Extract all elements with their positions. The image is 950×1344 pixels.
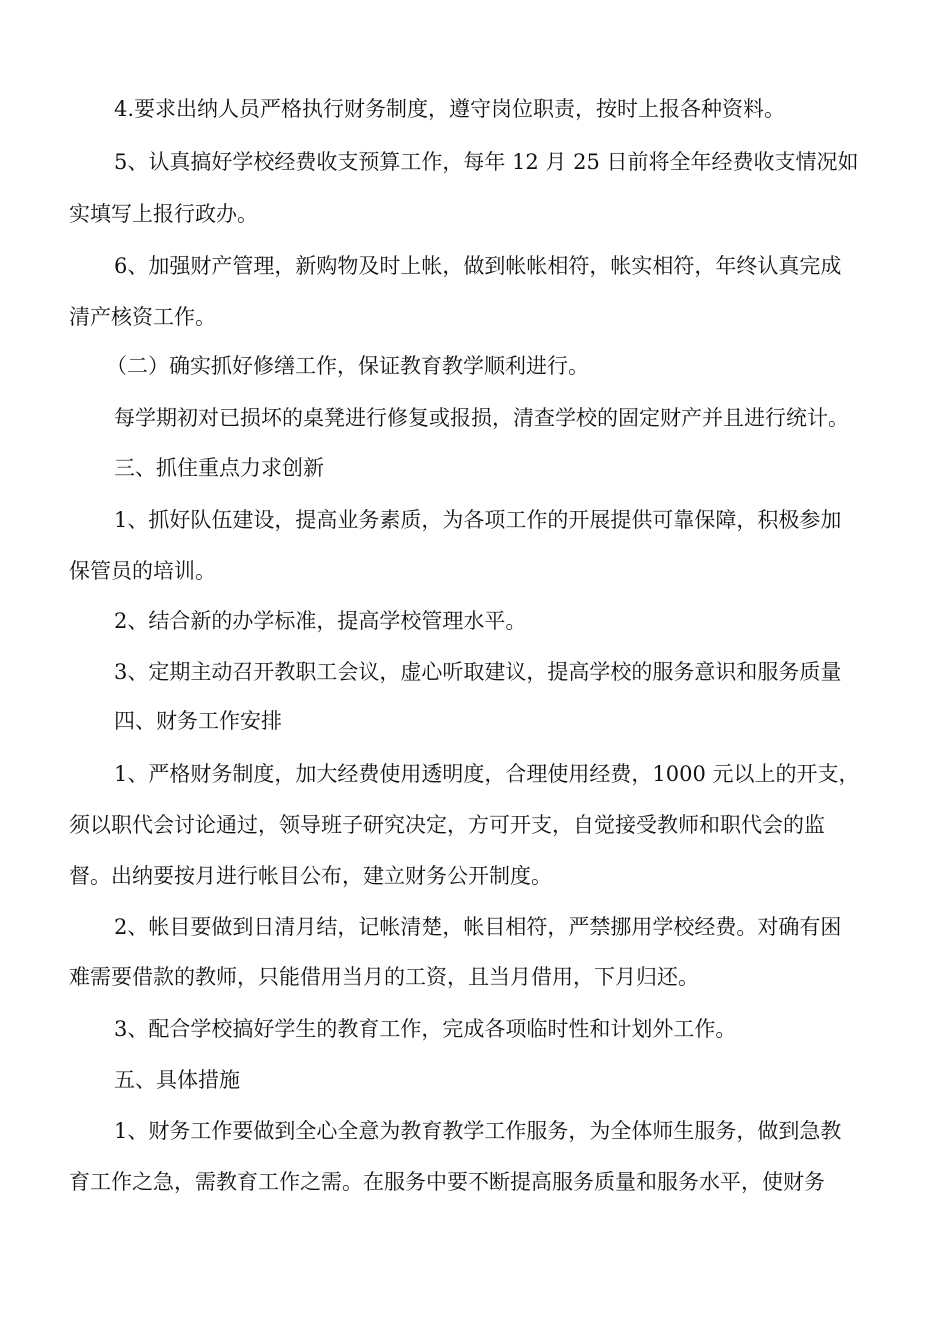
paragraph-line: 2、帐目要做到日清月结，记帐清楚，帐目相符，严禁挪用学校经费。对确有困 (114, 915, 842, 939)
paragraph-line: 3、定期主动召开教职工会议，虚心听取建议，提高学校的服务意识和服务质量 (114, 660, 842, 684)
paragraph-line: 5、认真搞好学校经费收支预算工作，每年 12 月 25 日前将全年经费收支情况如 (114, 150, 859, 174)
paragraph-line: 1、财务工作要做到全心全意为教育教学工作服务，为全体师生服务，做到急教 (114, 1119, 842, 1143)
paragraph-line: 3、配合学校搞好学生的教育工作，完成各项临时性和计划外工作。 (114, 1017, 737, 1041)
paragraph-line: 督。出纳要按月进行帐目公布，建立财务公开制度。 (69, 864, 552, 888)
paragraph-line: 保管员的培训。 (69, 559, 216, 583)
paragraph-line: 每学期初对已损坏的桌凳进行修复或报损，清查学校的固定财产并且进行统计。 (114, 406, 849, 430)
section-heading: 五、具体措施 (114, 1068, 240, 1092)
section-heading: 四、财务工作安排 (114, 709, 282, 733)
paragraph-line: 2、结合新的办学标准，提高学校管理水平。 (114, 609, 527, 633)
paragraph-line: 6、加强财产管理，新购物及时上帐，做到帐帐相符，帐实相符，年终认真完成 (114, 254, 842, 278)
paragraph-line: 清产核资工作。 (69, 305, 216, 329)
paragraph-line: 1、抓好队伍建设，提高业务素质，为各项工作的开展提供可靠保障，积极参加 (114, 508, 842, 532)
paragraph-line: 育工作之急，需教育工作之需。在服务中要不断提高服务质量和服务水平，使财务 (69, 1170, 825, 1194)
paragraph-line: 1、严格财务制度，加大经费使用透明度，合理使用经费，1000 元以上的开支， (114, 762, 860, 786)
section-heading: （二）确实抓好修缮工作，保证教育教学顺利进行。 (106, 354, 589, 378)
section-heading: 三、抓住重点力求创新 (114, 456, 324, 480)
paragraph-line: 实填写上报行政办。 (69, 202, 258, 226)
paragraph-line: 须以职代会讨论通过，领导班子研究决定，方可开支，自觉接受教师和职代会的监 (69, 813, 825, 837)
paragraph-line: 4.要求出纳人员严格执行财务制度，遵守岗位职责，按时上报各种资料。 (114, 97, 786, 121)
paragraph-line: 难需要借款的教师，只能借用当月的工资，且当月借用，下月归还。 (69, 965, 699, 989)
